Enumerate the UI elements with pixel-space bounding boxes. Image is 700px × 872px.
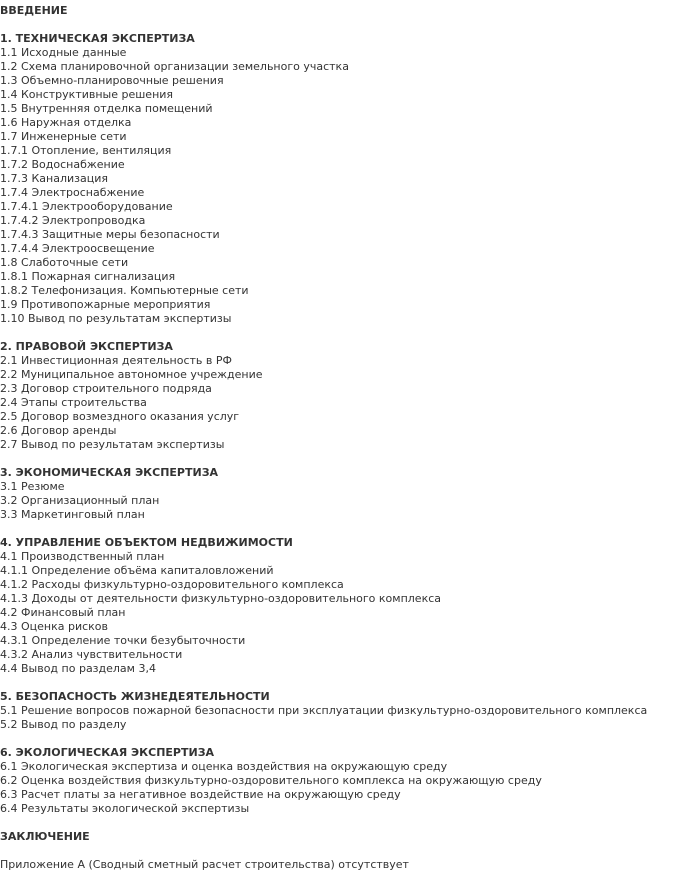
- spacer: [0, 18, 700, 32]
- toc-item: 1.3 Объемно-планировочные решения: [0, 74, 224, 87]
- toc-item: 1.8.2 Телефонизация. Компьютерные сети: [0, 284, 249, 297]
- toc-item: 1.6 Наружная отделка: [0, 116, 132, 129]
- table-of-contents: [0, 4, 700, 872]
- section-heading: 2. ПРАВОВОЙ ЭКСПЕРТИЗА: [0, 340, 173, 353]
- toc-item: 3.1 Резюме: [0, 480, 65, 493]
- toc-item: 6.4 Результаты экологической экспертизы: [0, 802, 250, 815]
- toc-item: 1.8.1 Пожарная сигнализация: [0, 270, 176, 283]
- spacer: [0, 816, 700, 830]
- toc-item: 1.7.4.2 Электропроводка: [0, 214, 146, 227]
- spacer: [0, 844, 700, 858]
- spacer: [0, 522, 700, 536]
- toc-item: 2.5 Договор возмездного оказания услуг: [0, 410, 240, 423]
- toc-sections: [0, 32, 700, 830]
- toc-item: 2.7 Вывод по результатам экспертизы: [0, 438, 225, 451]
- toc-item: 4.4 Вывод по разделам 3,4: [0, 662, 156, 675]
- toc-section: [0, 536, 700, 690]
- toc-section: [0, 746, 700, 830]
- toc-item: 2.3 Договор строительного подряда: [0, 382, 212, 395]
- toc-item: 4.2 Финансовый план: [0, 606, 126, 619]
- toc-item: 2.1 Инвестиционная деятельность в РФ: [0, 354, 232, 367]
- section-heading: 3. ЭКОНОМИЧЕСКАЯ ЭКСПЕРТИЗА: [0, 466, 219, 479]
- toc-item: 1.7 Инженерные сети: [0, 130, 127, 143]
- toc-item: 4.1.1 Определение объёма капиталовложений: [0, 564, 274, 577]
- toc-item: 1.1 Исходные данные: [0, 46, 127, 59]
- toc-item: 2.2 Муниципальное автономное учреждение: [0, 368, 263, 381]
- section-heading: 6. ЭКОЛОГИЧЕСКАЯ ЭКСПЕРТИЗА: [0, 746, 215, 759]
- toc-item: 4.1 Производственный план: [0, 550, 165, 563]
- toc-item: 1.4 Конструктивные решения: [0, 88, 174, 101]
- toc-item: 3.2 Организационный план: [0, 494, 160, 507]
- toc-item: 1.10 Вывод по результатам экспертизы: [0, 312, 232, 325]
- toc-section: [0, 32, 700, 340]
- toc-item: 4.1.3 Доходы от деятельности физкультурно-оздоровительного комплекса: [0, 592, 442, 605]
- toc-item: 1.9 Противопожарные мероприятия: [0, 298, 211, 311]
- section-heading: 5. БЕЗОПАСНОСТЬ ЖИЗНЕДЕЯТЕЛЬНОСТИ: [0, 690, 270, 703]
- toc-section: [0, 466, 700, 536]
- toc-item: 6.2 Оценка воздействия физкультурно-оздоровительного комплекса на окружающую среду: [0, 774, 542, 787]
- conclusion-heading: ЗАКЛЮЧЕНИЕ: [0, 830, 90, 843]
- toc-item: 1.2 Схема планировочной организации земельного участка: [0, 60, 349, 73]
- toc-item: 5.2 Вывод по разделу: [0, 718, 127, 731]
- toc-item: 1.7.2 Водоснабжение: [0, 158, 125, 171]
- toc-item: 1.5 Внутренняя отделка помещений: [0, 102, 213, 115]
- toc-item: 1.7.4 Электроснабжение: [0, 186, 145, 199]
- toc-item: 1.8 Слаботочные сети: [0, 256, 129, 269]
- spacer: [0, 676, 700, 690]
- toc-item: 1.7.4.4 Электроосвещение: [0, 242, 155, 255]
- toc-item: 5.1 Решение вопросов пожарной безопасности при эксплуатации физкультурно-оздоровительного комплекса: [0, 704, 648, 717]
- toc-item: 4.3 Оценка рисков: [0, 620, 109, 633]
- spacer: [0, 732, 700, 746]
- toc-item: 2.6 Договор аренды: [0, 424, 117, 437]
- intro-heading: ВВЕДЕНИЕ: [0, 4, 68, 17]
- toc-item: 1.7.4.1 Электрооборудование: [0, 200, 173, 213]
- toc-item: 1.7.4.3 Защитные меры безопасности: [0, 228, 220, 241]
- toc-item: 4.3.1 Определение точки безубыточности: [0, 634, 246, 647]
- toc-item: 6.3 Расчет платы за негативное воздействие на окружающую среду: [0, 788, 401, 801]
- toc-item: 1.7.3 Канализация: [0, 172, 108, 185]
- toc-item: 1.7.1 Отопление, вентиляция: [0, 144, 172, 157]
- toc-item: 4.1.2 Расходы физкультурно-оздоровительного комплекса: [0, 578, 344, 591]
- toc-item: 3.3 Маркетинговый план: [0, 508, 145, 521]
- toc-item: 2.4 Этапы строительства: [0, 396, 147, 409]
- section-heading: 1. ТЕХНИЧЕСКАЯ ЭКСПЕРТИЗА: [0, 32, 195, 45]
- toc-item: 4.3.2 Анализ чувствительности: [0, 648, 183, 661]
- section-heading: 4. УПРАВЛЕНИЕ ОБЪЕКТОМ НЕДВИЖИМОСТИ: [0, 536, 293, 549]
- appendix-note: Приложение А (Сводный сметный расчет строительства) отсутствует: [0, 858, 409, 871]
- toc-section: [0, 690, 700, 746]
- spacer: [0, 326, 700, 340]
- toc-section: [0, 340, 700, 466]
- spacer: [0, 452, 700, 466]
- toc-item: 6.1 Экологическая экспертиза и оценка воздействия на окружающую среду: [0, 760, 448, 773]
